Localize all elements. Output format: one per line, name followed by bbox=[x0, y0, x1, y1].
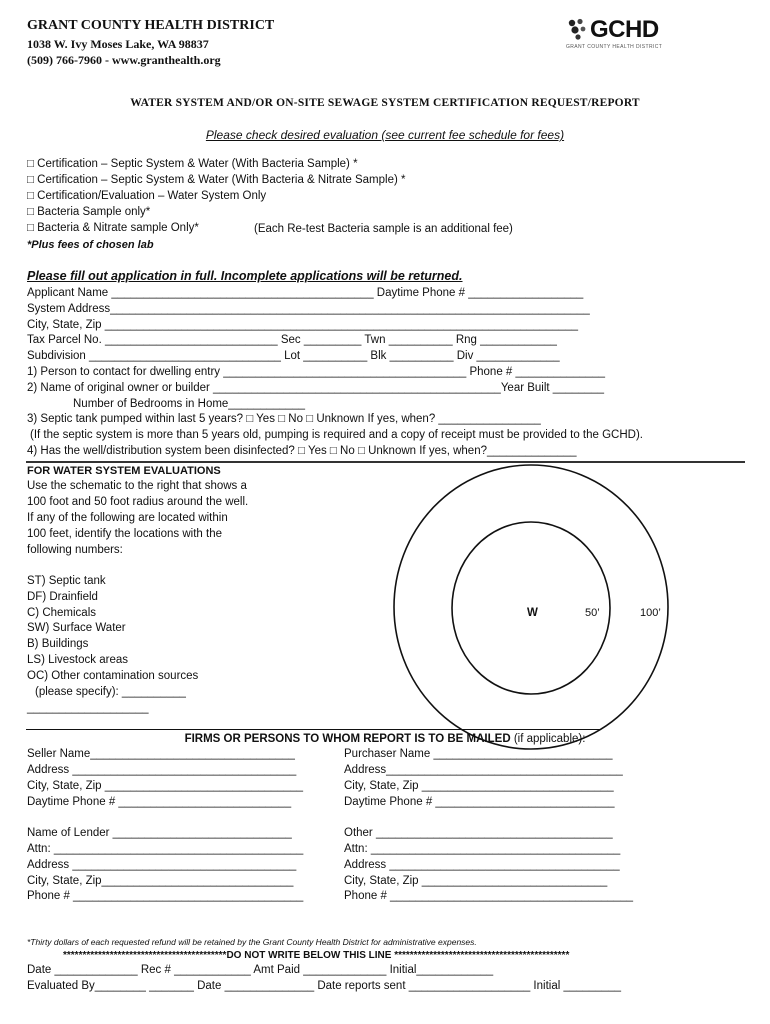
other-city-field[interactable]: City, State, Zip _____________________________ bbox=[344, 875, 608, 887]
water-section-heading: FOR WATER SYSTEM EVALUATIONS bbox=[27, 465, 221, 477]
seller-name-field[interactable]: Seller Name________________________________ bbox=[27, 748, 295, 760]
option-septic-water-nitrate[interactable]: □ Certification – Septic System & Water (With Bacteria & Nitrate Sample) * bbox=[27, 174, 406, 186]
firms-heading-bold: FIRMS OR PERSONS TO WHOM REPORT IS TO BE MAILED bbox=[184, 733, 511, 745]
city-state-zip-field[interactable]: City, State, Zip __________________________________________________________________________ bbox=[27, 319, 579, 331]
water-instruction-line: Use the schematic to the right that shows a bbox=[27, 480, 247, 492]
code-septic-tank: ST) Septic tank bbox=[27, 575, 106, 587]
option-bacteria-nitrate-only[interactable]: □ Bacteria & Nitrate sample Only* bbox=[27, 222, 199, 234]
code-other-sources: OC) Other contamination sources bbox=[27, 670, 199, 682]
office-use-line-2: Evaluated By________ _______ Date ______________ Date reports sent ___________________ Initial _________ bbox=[27, 980, 622, 992]
org-address: 1038 W. Ivy Moses Lake, WA 98837 bbox=[27, 37, 209, 51]
org-contact: (509) 766-7960 - www.granthealth.org bbox=[27, 53, 221, 67]
water-instruction-line: following numbers: bbox=[27, 544, 123, 556]
purchaser-phone-field[interactable]: Daytime Phone # ____________________________ bbox=[344, 796, 615, 808]
code-drainfield: DF) Drainfield bbox=[27, 591, 98, 603]
code-livestock: LS) Livestock areas bbox=[27, 654, 128, 666]
logo-subtext: GRANT COUNTY HEALTH DISTRICT bbox=[566, 44, 663, 50]
logo-text: GCHD bbox=[590, 16, 659, 43]
firms-divider bbox=[26, 729, 600, 730]
lender-city-field[interactable]: City, State, Zip______________________________ bbox=[27, 875, 294, 887]
document-title: WATER SYSTEM AND/OR ON-SITE SEWAGE SYSTEM CERTIFICATION REQUEST/REPORT bbox=[130, 97, 640, 109]
lender-name-field[interactable]: Name of Lender ____________________________ bbox=[27, 827, 292, 839]
office-use-line-1: Date _____________ Rec # ____________ Amt Paid _____________ Initial____________ bbox=[27, 964, 494, 976]
gchd-logo bbox=[566, 16, 676, 56]
water-instruction-line: 100 foot and 50 foot radius around the well. bbox=[27, 496, 249, 508]
pumping-note: (If the septic system is more than 5 years old, pumping is required and a copy of receipt must be provided to the GCHD). bbox=[30, 429, 643, 441]
other-name-field[interactable]: Other _____________________________________ bbox=[344, 827, 613, 839]
subdivision-field[interactable]: Subdivision ______________________________ Lot __________ Blk __________ Div _____________ bbox=[27, 350, 560, 362]
firms-heading-suffix: (if applicable): bbox=[510, 733, 586, 745]
option-bacteria-only[interactable]: □ Bacteria Sample only* bbox=[27, 206, 151, 218]
code-surface-water: SW) Surface Water bbox=[27, 622, 126, 634]
other-address-field[interactable]: Address ____________________________________ bbox=[344, 859, 620, 871]
lender-address-field[interactable]: Address ___________________________________ bbox=[27, 859, 297, 871]
water-instruction-line: If any of the following are located within bbox=[27, 512, 228, 524]
lender-attn-field[interactable]: Attn: _______________________________________ bbox=[27, 843, 304, 855]
purchaser-city-field[interactable]: City, State, Zip ______________________________ bbox=[344, 780, 614, 792]
outer-radius-label: 100’ bbox=[640, 607, 661, 619]
option-water-system-only[interactable]: □ Certification/Evaluation – Water System Only bbox=[27, 190, 267, 202]
disinfected-field[interactable]: 4) Has the well/distribution system been disinfected? □ Yes □ No □ Unknown If yes, when?______________ bbox=[27, 445, 577, 457]
purchaser-name-field[interactable]: Purchaser Name ____________________________ bbox=[344, 748, 613, 760]
logo-mark-icon bbox=[566, 17, 590, 41]
plus-fees-note: *Plus fees of chosen lab bbox=[27, 239, 154, 251]
specify-field[interactable]: (please specify): __________ bbox=[35, 686, 186, 698]
do-not-write-line: ******************************************DO NOT WRITE BELOW THIS LINE ********************************************* bbox=[63, 950, 570, 961]
firms-heading bbox=[0, 733, 770, 745]
purchaser-address-field[interactable]: Address_____________________________________ bbox=[344, 764, 623, 776]
specify-line[interactable]: ___________________ bbox=[27, 702, 149, 714]
seller-phone-field[interactable]: Daytime Phone # ___________________________ bbox=[27, 796, 292, 808]
org-name: GRANT COUNTY HEALTH DISTRICT bbox=[27, 18, 275, 33]
other-attn-field[interactable]: Attn: _______________________________________ bbox=[344, 843, 621, 855]
seller-address-field[interactable]: Address ___________________________________ bbox=[27, 764, 297, 776]
retest-note: (Each Re-test Bacteria sample is an additional fee) bbox=[254, 223, 513, 235]
code-chemicals: C) Chemicals bbox=[27, 607, 97, 619]
original-owner-field[interactable]: 2) Name of original owner or builder _____________________________________________Year Built ________ bbox=[27, 382, 604, 394]
fill-notice: Please fill out application in full. Incomplete applications will be returned. bbox=[27, 269, 463, 283]
bedrooms-field[interactable]: Number of Bedrooms in Home____________ bbox=[73, 398, 306, 410]
code-buildings: B) Buildings bbox=[27, 638, 89, 650]
well-label: W bbox=[527, 607, 538, 619]
septic-pumped-field[interactable]: 3) Septic tank pumped within last 5 years? □ Yes □ No □ Unknown If yes, when? ________________ bbox=[27, 413, 541, 425]
applicant-field[interactable]: Applicant Name _________________________________________ Daytime Phone # __________________ bbox=[27, 287, 584, 299]
other-phone-field[interactable]: Phone # ______________________________________ bbox=[344, 890, 634, 902]
evaluation-instruction: Please check desired evaluation (see current fee schedule for fees) bbox=[205, 128, 565, 142]
refund-note: *Thirty dollars of each requested refund will be retained by the Grant County Health District for administrative expenses. bbox=[27, 937, 477, 947]
person-contact-field[interactable]: 1) Person to contact for dwelling entry ______________________________________ Phone # ______________ bbox=[27, 366, 606, 378]
tax-parcel-field[interactable]: Tax Parcel No. ___________________________ Sec _________ Twn __________ Rng ____________ bbox=[27, 334, 557, 346]
seller-city-field[interactable]: City, State, Zip _______________________________ bbox=[27, 780, 304, 792]
system-address-field[interactable]: System Address___________________________________________________________________________ bbox=[27, 303, 590, 315]
water-instruction-line: 100 feet, identify the locations with the bbox=[27, 528, 222, 540]
lender-phone-field[interactable]: Phone # ____________________________________ bbox=[27, 890, 304, 902]
inner-radius-label: 50’ bbox=[585, 607, 600, 619]
option-septic-water-bacteria[interactable]: □ Certification – Septic System & Water (With Bacteria Sample) * bbox=[27, 158, 358, 170]
